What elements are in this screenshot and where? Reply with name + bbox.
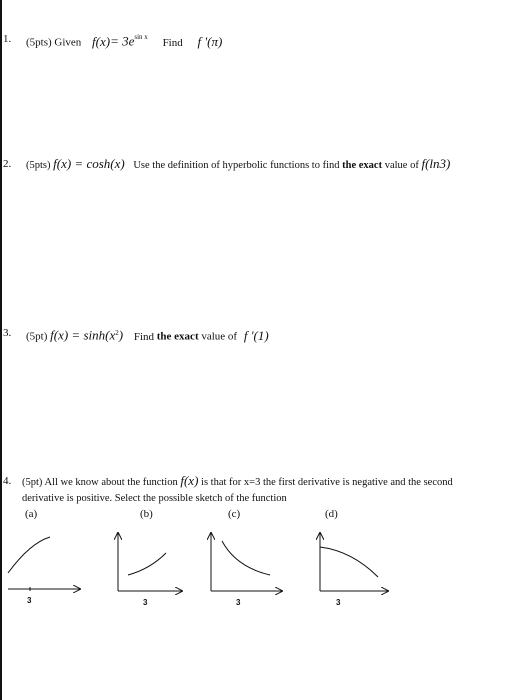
problem-4-statement-line-1 (22, 474, 453, 490)
problem-2-statement (26, 157, 450, 173)
option-sketches (0, 525, 531, 615)
problem-3-instruction-a: Find (133, 330, 155, 343)
problem-3-func: f(x) = sinh(x (50, 327, 116, 343)
problem-2-points: (5pts) (26, 160, 51, 171)
problem-3-func-close: ) (118, 327, 124, 343)
problem-4-text-b: is that for x=3 the first derivative is negative and the second (201, 477, 453, 488)
problem-3-instruction-b: the exact (156, 330, 199, 343)
option-c-tick-label: 3 (236, 598, 241, 607)
option-c-label: (c) (228, 508, 241, 520)
problem-2-instruction-c: value of (384, 160, 419, 171)
option-a-tick-label: 3 (27, 596, 32, 605)
problem-2-instruction-b: the exact (342, 160, 383, 171)
problem-4-func: f(x) (180, 473, 199, 488)
problem-3-points: (5pt) (26, 330, 48, 343)
problem-1-points: (5pts) Given (26, 36, 82, 49)
option-c-sketch[interactable] (211, 533, 282, 607)
problem-1-target: f '(π) (197, 33, 223, 49)
problem-4-text-a: (5pt) All we know about the function (22, 477, 178, 488)
option-d-label: (d) (325, 508, 338, 520)
problem-3-instruction-c: value of (201, 330, 238, 343)
option-d-curve (320, 547, 378, 577)
option-a-sketch[interactable] (8, 537, 80, 605)
problem-4-statement-line-2 (22, 492, 287, 506)
option-b-label: (b) (140, 508, 153, 520)
problem-1-action: Find (162, 36, 183, 49)
problem-1-func-rhs: = 3e (110, 33, 135, 49)
problem-1-func-lhs: f(x) (92, 33, 111, 49)
problem-3-func-exp: 2 (115, 329, 119, 337)
option-a-label: (a) (25, 508, 38, 520)
option-b-curve (128, 553, 166, 575)
problem-3-number: 3. (3, 327, 12, 339)
problem-1-statement (26, 32, 222, 50)
option-d-tick-label: 3 (336, 598, 341, 607)
problem-3-statement (26, 326, 269, 344)
problem-1-exponent: sin x (134, 33, 148, 41)
problem-2-func: f(x) = cosh(x) (53, 156, 125, 171)
problem-1-number: 1. (3, 33, 12, 45)
problem-2-target: f(ln3) (421, 156, 451, 171)
option-c-curve (222, 541, 270, 575)
problem-4-number: 4. (3, 475, 12, 487)
option-b-sketch[interactable] (118, 533, 182, 607)
option-a-curve (8, 537, 50, 573)
option-b-tick-label: 3 (143, 598, 148, 607)
problem-2-instruction-a: Use the definition of hyperbolic functions to find (133, 160, 340, 171)
option-d-sketch[interactable] (320, 533, 388, 607)
problem-2-number: 2. (3, 158, 12, 170)
problem-3-target: f '(1) (243, 327, 269, 343)
problem-4-text-c: derivative is positive. Select the possible sketch of the function (22, 493, 287, 504)
